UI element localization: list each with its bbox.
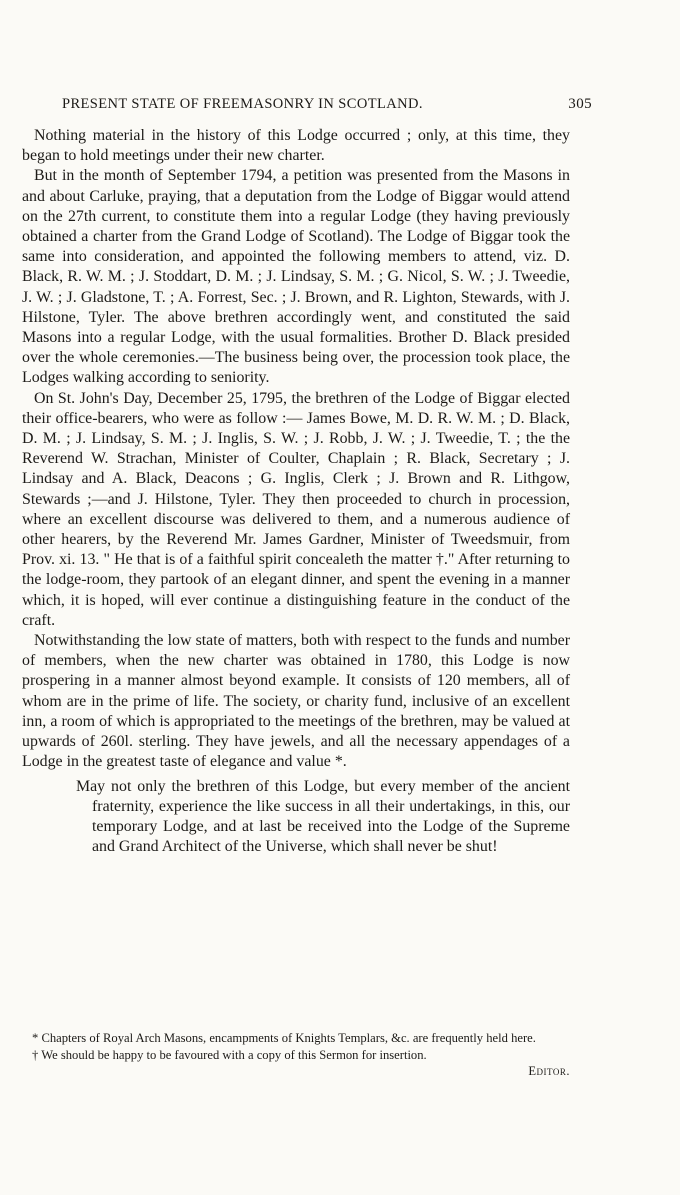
footnote: † We should be happy to be favoured with a copy of this Sermon for insertion. (32, 1047, 427, 1062)
closing-quote: May not only the brethren of this Lodge, but every member of the ancient fraternity, experience the like success in all their undertakings, in this, our temporary Lodge, and at last be received into the Lodge of the Supreme and Grand Architect of the Universe, which shall never be shut! (76, 777, 570, 856)
paragraph: But in the month of September 1794, a petition was presented from the Masons in and about Carluke, praying, that a deputation from the Lodge of Biggar would attend on the 27th current, to constitute them into a regular Lodge (they having previously obtained a charter from the Grand Lodge of Scotland). The Lodge of Biggar took the same into consideration, and appointed the following members to attend, viz. D. Black, R. W. M. ; J. Stoddart, D. M. ; J. Lindsay, S. M. ; G. Nicol, S. W. ; J. Tweedie, J. W. ; J. Gladstone, T. ; A. Forrest, Sec. ; J. Brown, and R. Lighton, Stewards, with J. Hilstone, Tyler. The above brethren accordingly went, and constituted the said Masons into a regular Lodge, with the usual formalities. Brother D. Black presided over the whole ceremonies.—The business being over, the procession took place, the Lodges walking according to seniority. (22, 167, 570, 387)
paragraph: Nothing material in the history of this Lodge occurred ; only, at this time, they began to hold meetings under their new charter. (22, 127, 570, 165)
paragraph: Notwithstanding the low state of matters, both with respect to the funds and number of members, when the new charter was obtained in 1780, this Lodge is now prospering in a manner almost beyond example. It consists of 120 members, all of whom are in the prime of life. The society, or charity fund, inclusive of an excellent inn, a room of which is appropriated to the meetings of the brethren, may be valued at upwards of 260l. sterling. They have jewels, and all the necessary appendages of a Lodge in the greatest taste of elegance and value *. (22, 632, 570, 771)
running-title: PRESENT STATE OF FREEMASONRY IN SCOTLAND. (62, 96, 423, 112)
page-number: 305 (568, 96, 592, 112)
paragraph: On St. John's Day, December 25, 1795, the brethren of the Lodge of Biggar elected their office-bearers, who were as follow :— James Bowe, M. D. R. W. M. ; D. Black, D. M. ; J. Lindsay, S. M. ; J. Inglis, S. W. ; J. Robb, J. W. ; J. Tweedie, T. ; the the Reverend W. Strachan, Minister of Coulter, Chaplain ; R. Black, Secretary ; J. Lindsay and A. Black, Deacons ; G. Inglis, Clerk ; J. Brown and R. Lithgow, Stewards ;—and J. Hilstone, Tyler. They then proceeded to church in procession, where an excellent discourse was delivered to them, and a numerous audience of other hearers, by the Reverend Mr. James Gardner, Minister of Tweedsmuir, from Prov. xi. 13. " He that is of a faithful spirit concealeth the matter †." After returning to the lodge-room, they partook of an elegant dinner, and spent the evening in a manner which, it is hoped, will ever continue a distinguishing feature in the conduct of the craft. (22, 389, 570, 629)
editor-signature: Editor. (528, 1064, 570, 1078)
main-text (22, 126, 570, 857)
footnote: * Chapters of Royal Arch Masons, encampments of Knights Templars, &c. are frequently held here. (32, 1031, 536, 1045)
running-header (62, 96, 592, 113)
footnotes (22, 1030, 570, 1080)
